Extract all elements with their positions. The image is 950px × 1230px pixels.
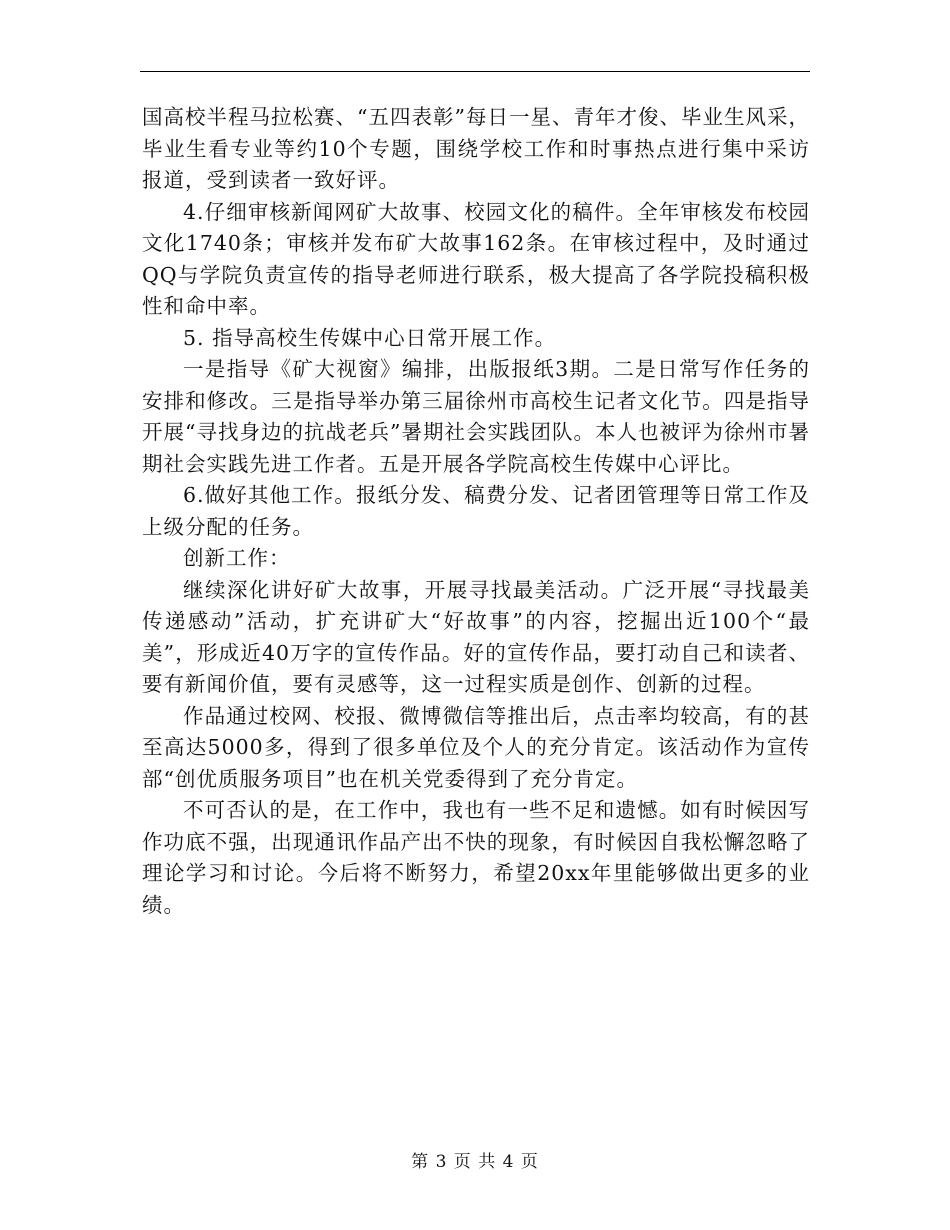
- paragraph-item-5-detail: 一是指导《矿大视窗》编排，出版报纸3期。二是日常写作任务的安排和修改。三是指导举办第三届徐州市高校生记者文化节。四是指导开展“寻找身边的抗战老兵”暑期社会实践团队。本人也被评为徐州市暑期社会实践先进工作者。五是开展各学院高校生传媒中心评比。: [142, 357, 810, 476]
- paragraph-innovation-2: 作品通过校网、校报、微博微信等推出后，点击率均较高，有的甚至高达5000多，得到了很多单位及个人的充分肯定。该活动作为宣传部“创优质服务项目”也在机关党委得到了充分肯定。: [142, 703, 810, 791]
- paragraph-continued: 国高校半程马拉松赛、“五四表彰”每日一星、青年才俊、毕业生风采，毕业生看专业等约10个专题，围绕学校工作和时事热点进行集中采访报道，受到读者一致好评。: [142, 105, 810, 192]
- paragraph-item-5: 5. 指导高校生传媒中心日常开展工作。: [183, 325, 557, 350]
- header-rule: [140, 71, 810, 72]
- paragraph-item-4: 4.仔细审核新闻网矿大故事、校园文化的稿件。全年审核发布校园文化1740条；审核并发布矿大故事162条。在审核过程中，及时通过QQ与学院负责宣传的指导老师进行联系，极大提高了各学院投稿积极性和命中率。: [142, 199, 810, 318]
- paragraph-item-6: 6.做好其他工作。报纸分发、稿费分发、记者团管理等日常工作及上级分配的任务。: [142, 483, 810, 539]
- document-body: [142, 102, 810, 921]
- paragraph-shortcomings: 不可否认的是，在工作中，我也有一些不足和遗憾。如有时候因写作功底不强，出现通讯作品产出不快的现象，有时候因自我松懈忽略了理论学习和讨论。今后将不断努力，希望20xx年里能够做出更多的业绩。: [142, 798, 810, 917]
- paragraph-innovation-1: 继续深化讲好矿大故事，开展寻找最美活动。广泛开展“寻找最美 传递感动”活动，扩充讲矿大“好故事”的内容，挖掘出近100个“最美”，形成近40万字的宣传作品。好的宣传作品，要打动自己和读者、要有新闻价值，要有灵感等，这一过程实质是创作、创新的过程。: [142, 577, 810, 696]
- page-number: 第 3 页 共 4 页: [411, 1152, 539, 1172]
- section-heading-innovation: 创新工作：: [183, 546, 291, 570]
